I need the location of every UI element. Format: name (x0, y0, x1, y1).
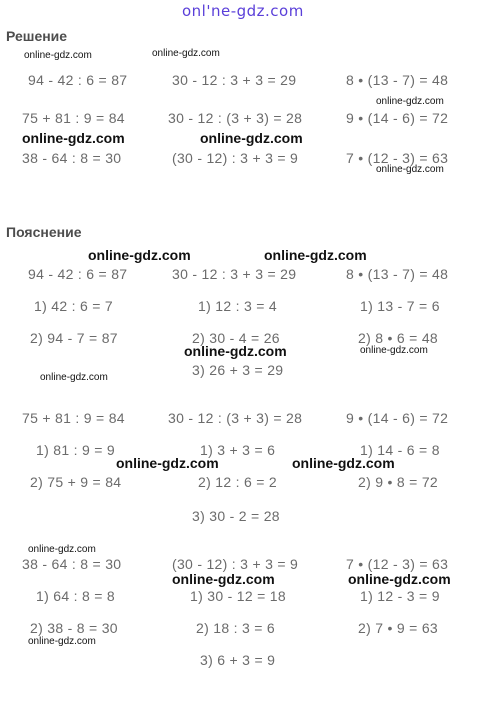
watermark: online-gdz.com (172, 571, 275, 587)
explanation-step: 1) 13 - 7 = 6 (360, 298, 440, 314)
watermark: online-gdz.com (22, 130, 125, 146)
solution-eq-9: 7 • (12 - 3) = 63 (346, 150, 449, 166)
explanation-title-5: 30 - 12 : (3 + 3) = 28 (168, 410, 303, 426)
explanation-step: 2) 30 - 4 = 26 (192, 330, 280, 346)
explanation-step: 2) 38 - 8 = 30 (30, 620, 118, 636)
solution-eq-7: 38 - 64 : 8 = 30 (22, 150, 122, 166)
explanation-title-8: (30 - 12) : 3 + 3 = 9 (172, 556, 299, 572)
watermark: online-gdz.com (152, 48, 220, 59)
explanation-step: 1) 12 : 3 = 4 (198, 298, 278, 314)
watermark: online-gdz.com (116, 455, 219, 471)
explanation-step: 1) 14 - 6 = 8 (360, 442, 440, 458)
explanation-step: 3) 30 - 2 = 28 (192, 508, 280, 524)
explanation-title-9: 7 • (12 - 3) = 63 (346, 556, 449, 572)
explanation-title-2: 30 - 12 : 3 + 3 = 29 (172, 266, 297, 282)
watermark: online-gdz.com (376, 96, 444, 107)
watermark: online-gdz.com (88, 247, 191, 263)
watermark: online-gdz.com (184, 343, 287, 359)
explanation-step: 1) 12 - 3 = 9 (360, 588, 440, 604)
watermark: online-gdz.com (200, 130, 303, 146)
explanation-step: 1) 64 : 8 = 8 (36, 588, 116, 604)
explanation-step: 1) 30 - 12 = 18 (190, 588, 286, 604)
explanation-step: 3) 6 + 3 = 9 (200, 652, 276, 668)
watermark: online-gdz.com (348, 571, 451, 587)
explanation-step: 2) 94 - 7 = 87 (30, 330, 118, 346)
solution-eq-6: 9 • (14 - 6) = 72 (346, 110, 449, 126)
explanation-step: 1) 3 + 3 = 6 (200, 442, 276, 458)
explanation-step: 2) 8 • 6 = 48 (358, 330, 439, 346)
explanation-title-1: 94 - 42 : 6 = 87 (28, 266, 128, 282)
solution-eq-4: 75 + 81 : 9 = 84 (22, 110, 125, 126)
watermark: online-gdz.com (28, 636, 96, 647)
watermark: online-gdz.com (40, 372, 108, 383)
watermark: online-gdz.com (24, 50, 92, 61)
solution-eq-5: 30 - 12 : (3 + 3) = 28 (168, 110, 303, 126)
watermark: online-gdz.com (376, 164, 444, 175)
site-logo: onl'ne-gdz.com (182, 2, 304, 20)
solution-eq-8: (30 - 12) : 3 + 3 = 9 (172, 150, 299, 166)
explanation-step: 2) 12 : 6 = 2 (198, 474, 278, 490)
explanation-title-7: 38 - 64 : 8 = 30 (22, 556, 122, 572)
solution-heading: Решение (6, 28, 68, 44)
explanation-step: 2) 18 : 3 = 6 (196, 620, 276, 636)
explanation-title-3: 8 • (13 - 7) = 48 (346, 266, 449, 282)
explanation-step: 2) 9 • 8 = 72 (358, 474, 439, 490)
solution-eq-2: 30 - 12 : 3 + 3 = 29 (172, 72, 297, 88)
explanation-title-6: 9 • (14 - 6) = 72 (346, 410, 449, 426)
explanation-step: 1) 42 : 6 = 7 (34, 298, 114, 314)
watermark: online-gdz.com (264, 247, 367, 263)
explanation-step: 2) 7 • 9 = 63 (358, 620, 439, 636)
watermark: online-gdz.com (28, 544, 96, 555)
watermark: online-gdz.com (292, 455, 395, 471)
explanation-step: 2) 75 + 9 = 84 (30, 474, 122, 490)
explanation-heading: Пояснение (6, 224, 82, 240)
solution-eq-3: 8 • (13 - 7) = 48 (346, 72, 449, 88)
solution-eq-1: 94 - 42 : 6 = 87 (28, 72, 128, 88)
watermark: online-gdz.com (360, 345, 428, 356)
explanation-title-4: 75 + 81 : 9 = 84 (22, 410, 125, 426)
explanation-step: 3) 26 + 3 = 29 (192, 362, 284, 378)
explanation-step: 1) 81 : 9 = 9 (36, 442, 116, 458)
